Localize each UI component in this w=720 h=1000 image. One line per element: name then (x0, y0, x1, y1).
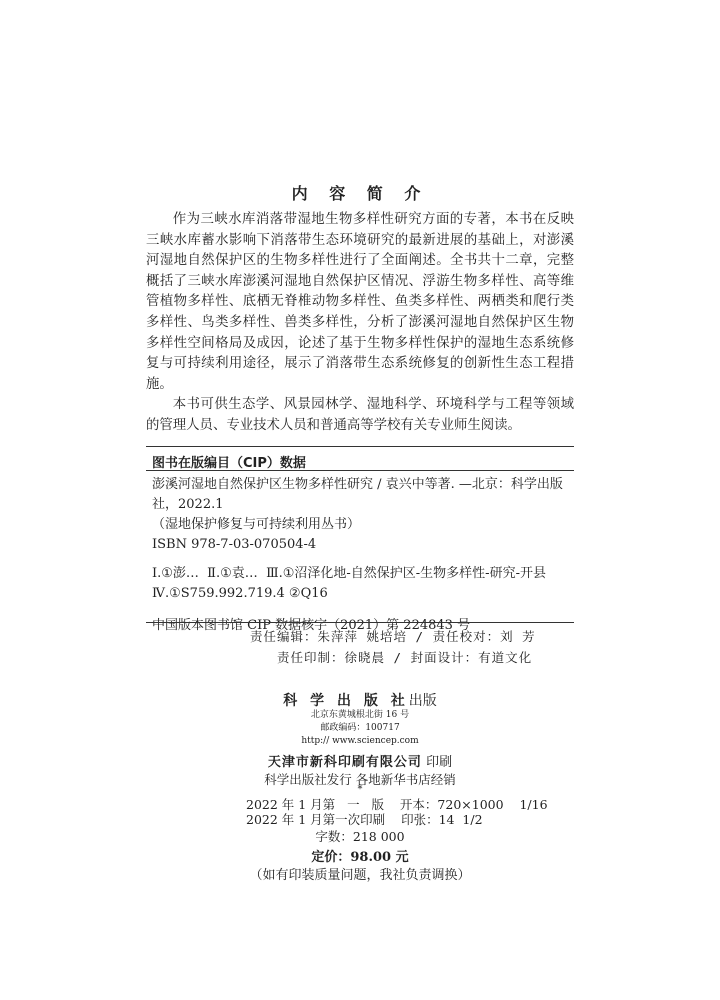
publisher-suffix: 出版 (408, 693, 437, 709)
publisher-zip: 邮政编码：100717 (320, 723, 400, 733)
cip-record (152, 475, 570, 636)
quality-note: （如有印装质量问题，我社负责调换） (249, 868, 471, 883)
word-count: 字数：218 000 (315, 829, 405, 844)
cip-title-line: 澎溪河湿地自然保护区生物多样性研究 / 袁兴中等著. —北京：科学出版社，2022.1 (152, 477, 563, 512)
cip-bottom-rule (146, 622, 574, 623)
printer-line (0, 751, 720, 770)
publisher-name: 科 学 出 版 社 (283, 693, 409, 709)
cip-heading-rule (146, 470, 574, 471)
printing-line: 2022 年 1 月第一次印刷 印张：14 1/2 (246, 812, 483, 827)
separator-star: * (357, 784, 363, 795)
cip-record-number: 中国版本图书馆 CIP 数据核字（2021）第 224843 号 (152, 618, 471, 633)
price: 定价：98.00 元 (311, 850, 409, 865)
production-line: 责任印制：徐晓晨 / 封面设计：有道文化 (277, 650, 533, 665)
summary-paragraph-1: 作为三峡水库消落带湿地生物多样性研究方面的专著，本书在反映三峡水库蓄水影响下消落带生态环境研究的最新进展的基础上，对澎溪河湿地自然保护区的生物多样性进行了全面阐述。全书共十二章，完整概括了三峡水库澎溪河湿地自然保护区情况、浮游生物多样性、高等维管植物多样性、底栖无脊椎动物多样性、鱼类多样性、两栖类和爬行类多样性、鸟类多样性、兽类多样性，分析了澎溪河湿地自然保护区生物多样性空间格局及成因，论述了基于生物多样性保护的湿地生态系统修复与可持续利用途径，展示了消落带生态系统修复的创新性生态工程措施。 (146, 212, 574, 392)
summary-paragraph-2: 本书可供生态学、风景园林学、湿地科学、环境科学与工程等领域的管理人员、专业技术人员和普通高等学校有关专业师生阅读。 (146, 397, 574, 433)
cip-series-line: （湿地保护修复与可持续利用丛书） (152, 517, 361, 532)
cip-heading: 图书在版编目（CIP）数据 (152, 456, 306, 471)
content-summary (146, 210, 574, 437)
publisher-line (0, 690, 720, 710)
page-title: 内 容 简 介 (291, 184, 429, 203)
cip-isbn-line: ISBN 978-7-03-070504-4 (152, 537, 317, 552)
cip-classification-line: Ⅰ.①澎… Ⅱ.①袁… Ⅲ.①沼泽化地-自然保护区-生物多样性-研究-开县 Ⅳ.①S759.992.719.4 ②Q16 (152, 566, 555, 601)
edition-line: 2022 年 1 月第 一 版 开本：720×1000 1/16 (246, 797, 548, 812)
printer-name: 天津市新科印刷有限公司 (267, 755, 422, 770)
editors-line: 责任编辑：朱萍萍 姚培培 / 责任校对：刘 芳 (250, 629, 536, 644)
publisher-url: http:// www.sciencep.com (301, 736, 419, 746)
publisher-address: 北京东黄城根北街 16 号 (310, 710, 410, 720)
printer-suffix: 印刷 (421, 755, 453, 770)
cip-top-rule (146, 446, 574, 447)
distribution-line: 科学出版社发行 各地新华书店经销 (264, 772, 456, 787)
